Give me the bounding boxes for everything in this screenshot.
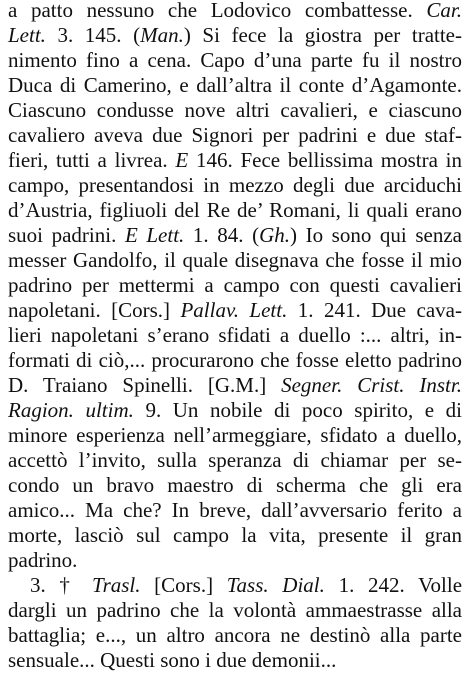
text-run: Ciascuno condusse nove altri cavalieri, e ciascuno [8,98,462,122]
text-run: a patto nessuno che Lodovico combattesse. [8,0,427,22]
text-line [8,373,462,398]
text-line [8,498,462,523]
citation-abbreviation: Lett. [8,23,46,47]
text-line [8,98,462,123]
text-line [8,523,462,548]
text-line [8,248,462,273]
citation-abbreviation: Car. [426,0,462,22]
text-line [8,198,462,223]
text-line [8,73,462,98]
text-run: formati di ciò,... procurarono che fosse eletto padrino [8,348,462,372]
text-run: nimento fino a cena. Capo d’una parte fu il nostro [8,48,462,72]
text-run: Duca di Camerino, e dall’altra il conte d’Agamonte. [8,73,462,97]
text-run: dargli un padrino che la volontà ammaestrasse alla [8,598,462,622]
text-line [8,323,462,348]
text-run: minore esperienza nell’armeggiare, sfidato a duello, [8,423,462,447]
text-run: sensuale... Questi sono i due demonii... [8,648,337,672]
text-line [8,573,462,598]
text-run: padrino per mettermi a campo con questi cavalieri [8,273,462,297]
text-line [8,473,462,498]
text-run: 1. 242. Volle [324,573,463,597]
text-run: 3. 145. ( [45,23,141,47]
text-run: fieri, tutti a livrea. [8,148,176,172]
citation-abbreviation: Gh. [259,223,290,247]
text-run: campo, presentandosi in mezzo degli due arciduchi [8,173,462,197]
citation-abbreviation: Trasl. [92,573,141,597]
text-run: 146. Fece bellissima mostra in [188,148,462,172]
text-line [8,23,462,48]
citation-abbreviation: Segner. Crist. Instr. [281,373,462,397]
text-line [8,398,462,423]
text-run: suoi padrini. [8,223,125,247]
text-line [8,123,462,148]
text-run: 9. Un nobile di poco spirito, e di [133,398,462,422]
text-line [8,423,462,448]
text-run: cavaliero aveva due Signori per padrini e due staf- [8,123,462,147]
text-run: ) Si fece la giostra per tratte- [183,23,462,47]
text-line [8,148,462,173]
text-run: accettò l’invito, sulla speranza di chiamar per se- [8,448,462,472]
citation-abbreviation: Ragion. ultim. [8,398,134,422]
text-line [8,173,462,198]
text-run: 3. † [30,573,93,597]
text-run: d’Austria, figliuoli del Re de’ Romani, li quali erano [8,198,462,222]
citation-abbreviation: Tass. Dial. [226,573,325,597]
text-line [8,648,462,673]
text-run: [Cors.] [140,573,227,597]
text-run: ) Io sono qui senza [289,223,462,247]
text-line [8,223,462,248]
text-run: amico... Ma che? In breve, dall’avversario ferito a [8,498,462,522]
text-run: lieri napoletani s’erano sfidati a duello :... altri, in- [8,323,462,347]
text-run: messer Gandolfo, il quale disegnava che fosse il mio [8,248,462,272]
citation-abbreviation: Man. [140,23,184,47]
text-run: battaglia; e..., un altro ancora ne destinò alla parte [8,623,462,647]
text-run: D. Traiano Spinelli. [G.M.] [8,373,282,397]
citation-abbreviation: E [175,148,189,172]
text-line [8,598,462,623]
text-line [8,273,462,298]
text-line [8,298,462,323]
text-line [8,623,462,648]
text-line [8,448,462,473]
dictionary-entry-text [8,0,462,673]
text-line [8,0,462,23]
citation-abbreviation: Pallav. Lett. [180,298,288,322]
text-run: condo un bravo maestro di scherma che gli era [8,473,462,497]
text-line [8,548,462,573]
citation-abbreviation: E Lett. [124,223,185,247]
text-run: 1. 84. ( [184,223,260,247]
text-line [8,48,462,73]
text-run: padrino. [8,548,78,572]
text-run: napoletani. [Cors.] [8,298,181,322]
text-run: 1. 241. Due cava- [287,298,462,322]
text-line [8,348,462,373]
text-run: morte, lasciò sul campo la vita, presente il gran [8,523,462,547]
